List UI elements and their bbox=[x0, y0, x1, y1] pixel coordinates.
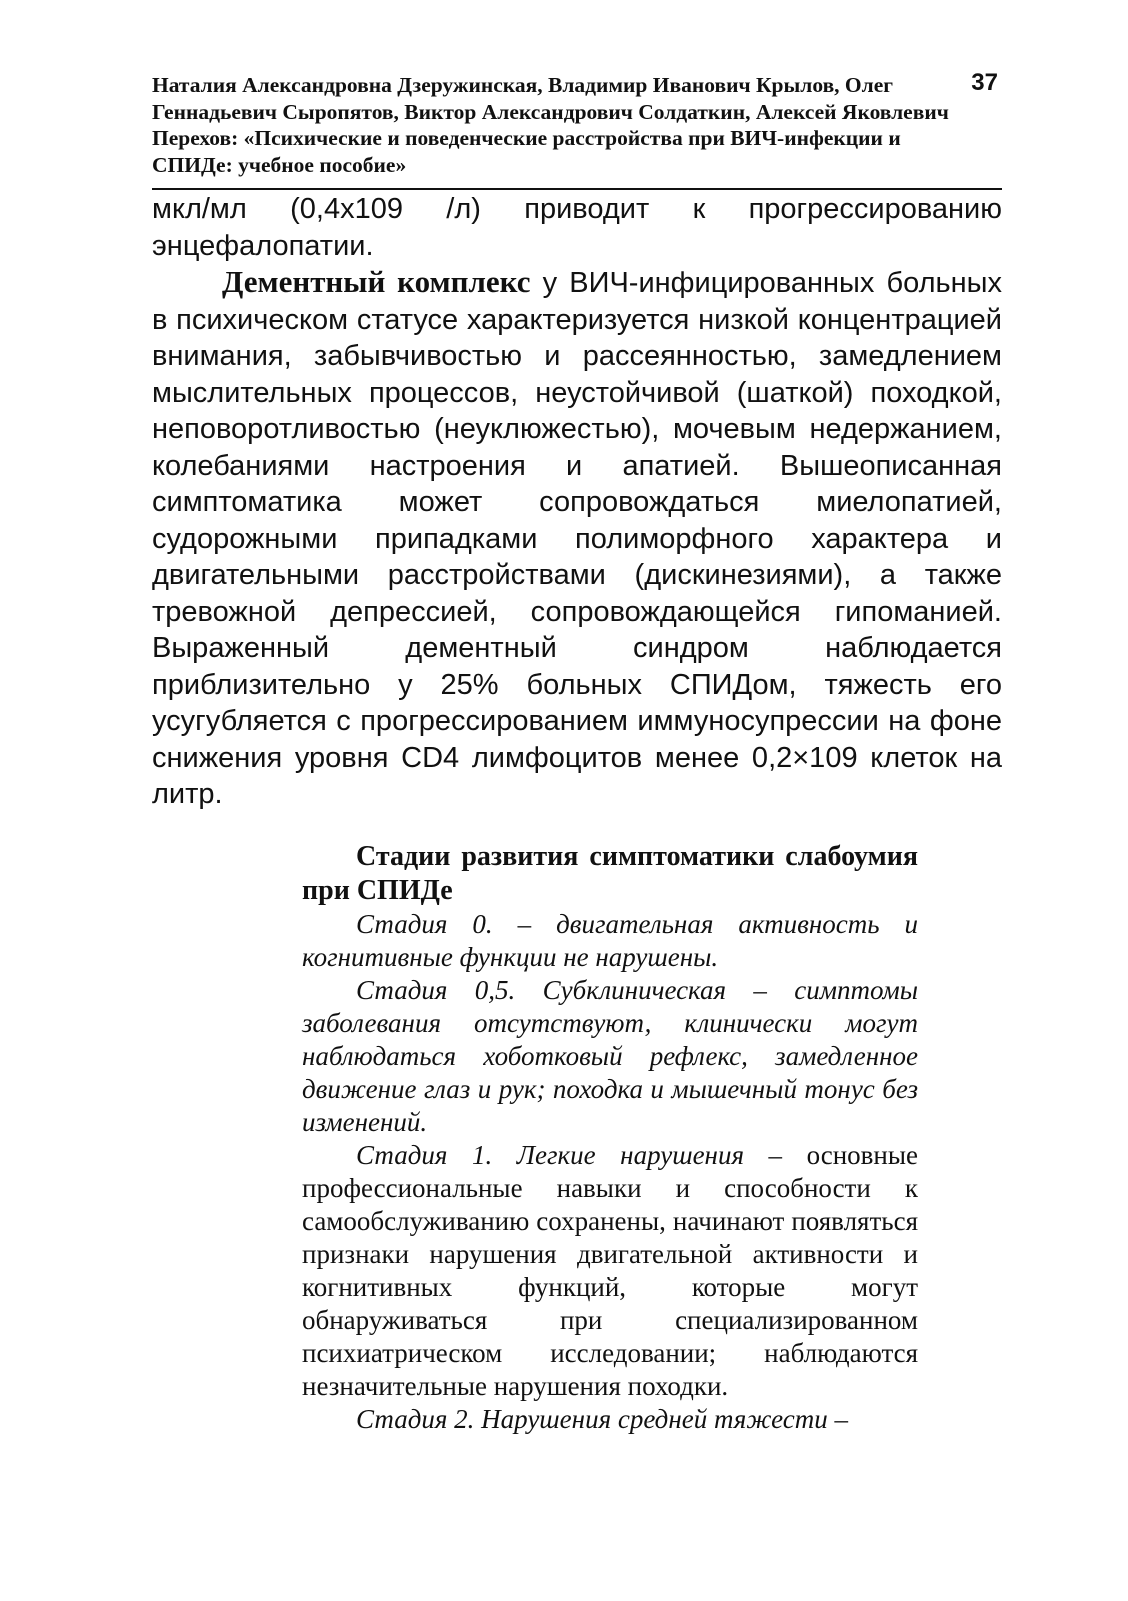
stage-1-text: – основные профессиональные навыки и способности к самообслуживанию сохранены, начинают появляться признаки нарушения двигательной активности и когнитивных функций, которые могут обнаруживаться при специализированном психиатрическом исследовании; наблюдаются незначительные нарушения походки. bbox=[302, 1140, 918, 1401]
main-text bbox=[152, 191, 1002, 813]
stages-section bbox=[302, 840, 918, 1436]
running-title: Наталия Александровна Дзеружинская, Владимир Иванович Крылов, Олег Геннадьевич Сыропятов, Виктор Александрович Солдаткин, Алексей Яковлевич Перехов: «Психические и поведенческие расстройства при ВИЧ-инфекции и СПИДе: учебное пособие» bbox=[152, 73, 949, 177]
stage-1-label: Стадия 1. Легкие нарушения bbox=[356, 1140, 745, 1170]
dementia-term: Дементный комплекс bbox=[222, 264, 531, 299]
header-rule bbox=[152, 188, 1002, 190]
stages-title: Стадии развития симптоматики слабоумия при СПИДе bbox=[302, 841, 918, 906]
dementia-description: у ВИЧ-инфицированных больных в психическом статусе характеризуется низкой концентрацией внимания, забывчивостью и рассеянностью, замедлением мыслительных процессов, неустойчивой (шаткой) походкой, неповоротливостью (неуклюжестью), мочевым недержанием, колебаниями настроения и апатией. Вышеописанная симптоматика может сопровождаться миелопатией, судорожными припадками полиморфного характера и двигательными расстройствами (дискинезиями), а также тревожной депрессией, сопровождающейся гипоманией. Выраженный дементный синдром наблюдается приблизительно у 25% больных СПИДом, тяжесть его усугубляется с прогрессированием иммуносупрессии на фоне снижения уровня CD4 лимфоцитов менее 0,2×109 клеток на литр. bbox=[152, 267, 1002, 810]
page-header bbox=[152, 69, 1002, 188]
stage-0-5: Стадия 0,5. Субклиническая – симптомы заболевания отсутствуют, клинически могут наблюдаться хоботковый рефлекс, замедленное движение глаз и рук; походка и мышечный тонус без изменений. bbox=[302, 975, 918, 1137]
stage-0: Стадия 0. – двигательная активность и когнитивные функции не нарушены. bbox=[302, 909, 918, 972]
continuation-paragraph: мкл/мл (0,4x109 /л) приводит к прогрессированию энцефалопатии. bbox=[152, 193, 1002, 262]
page-number: 37 bbox=[971, 69, 998, 96]
dementia-paragraph bbox=[152, 264, 1002, 813]
stage-1 bbox=[302, 1139, 918, 1403]
stage-2: Стадия 2. Нарушения средней тяжести – bbox=[356, 1404, 848, 1434]
